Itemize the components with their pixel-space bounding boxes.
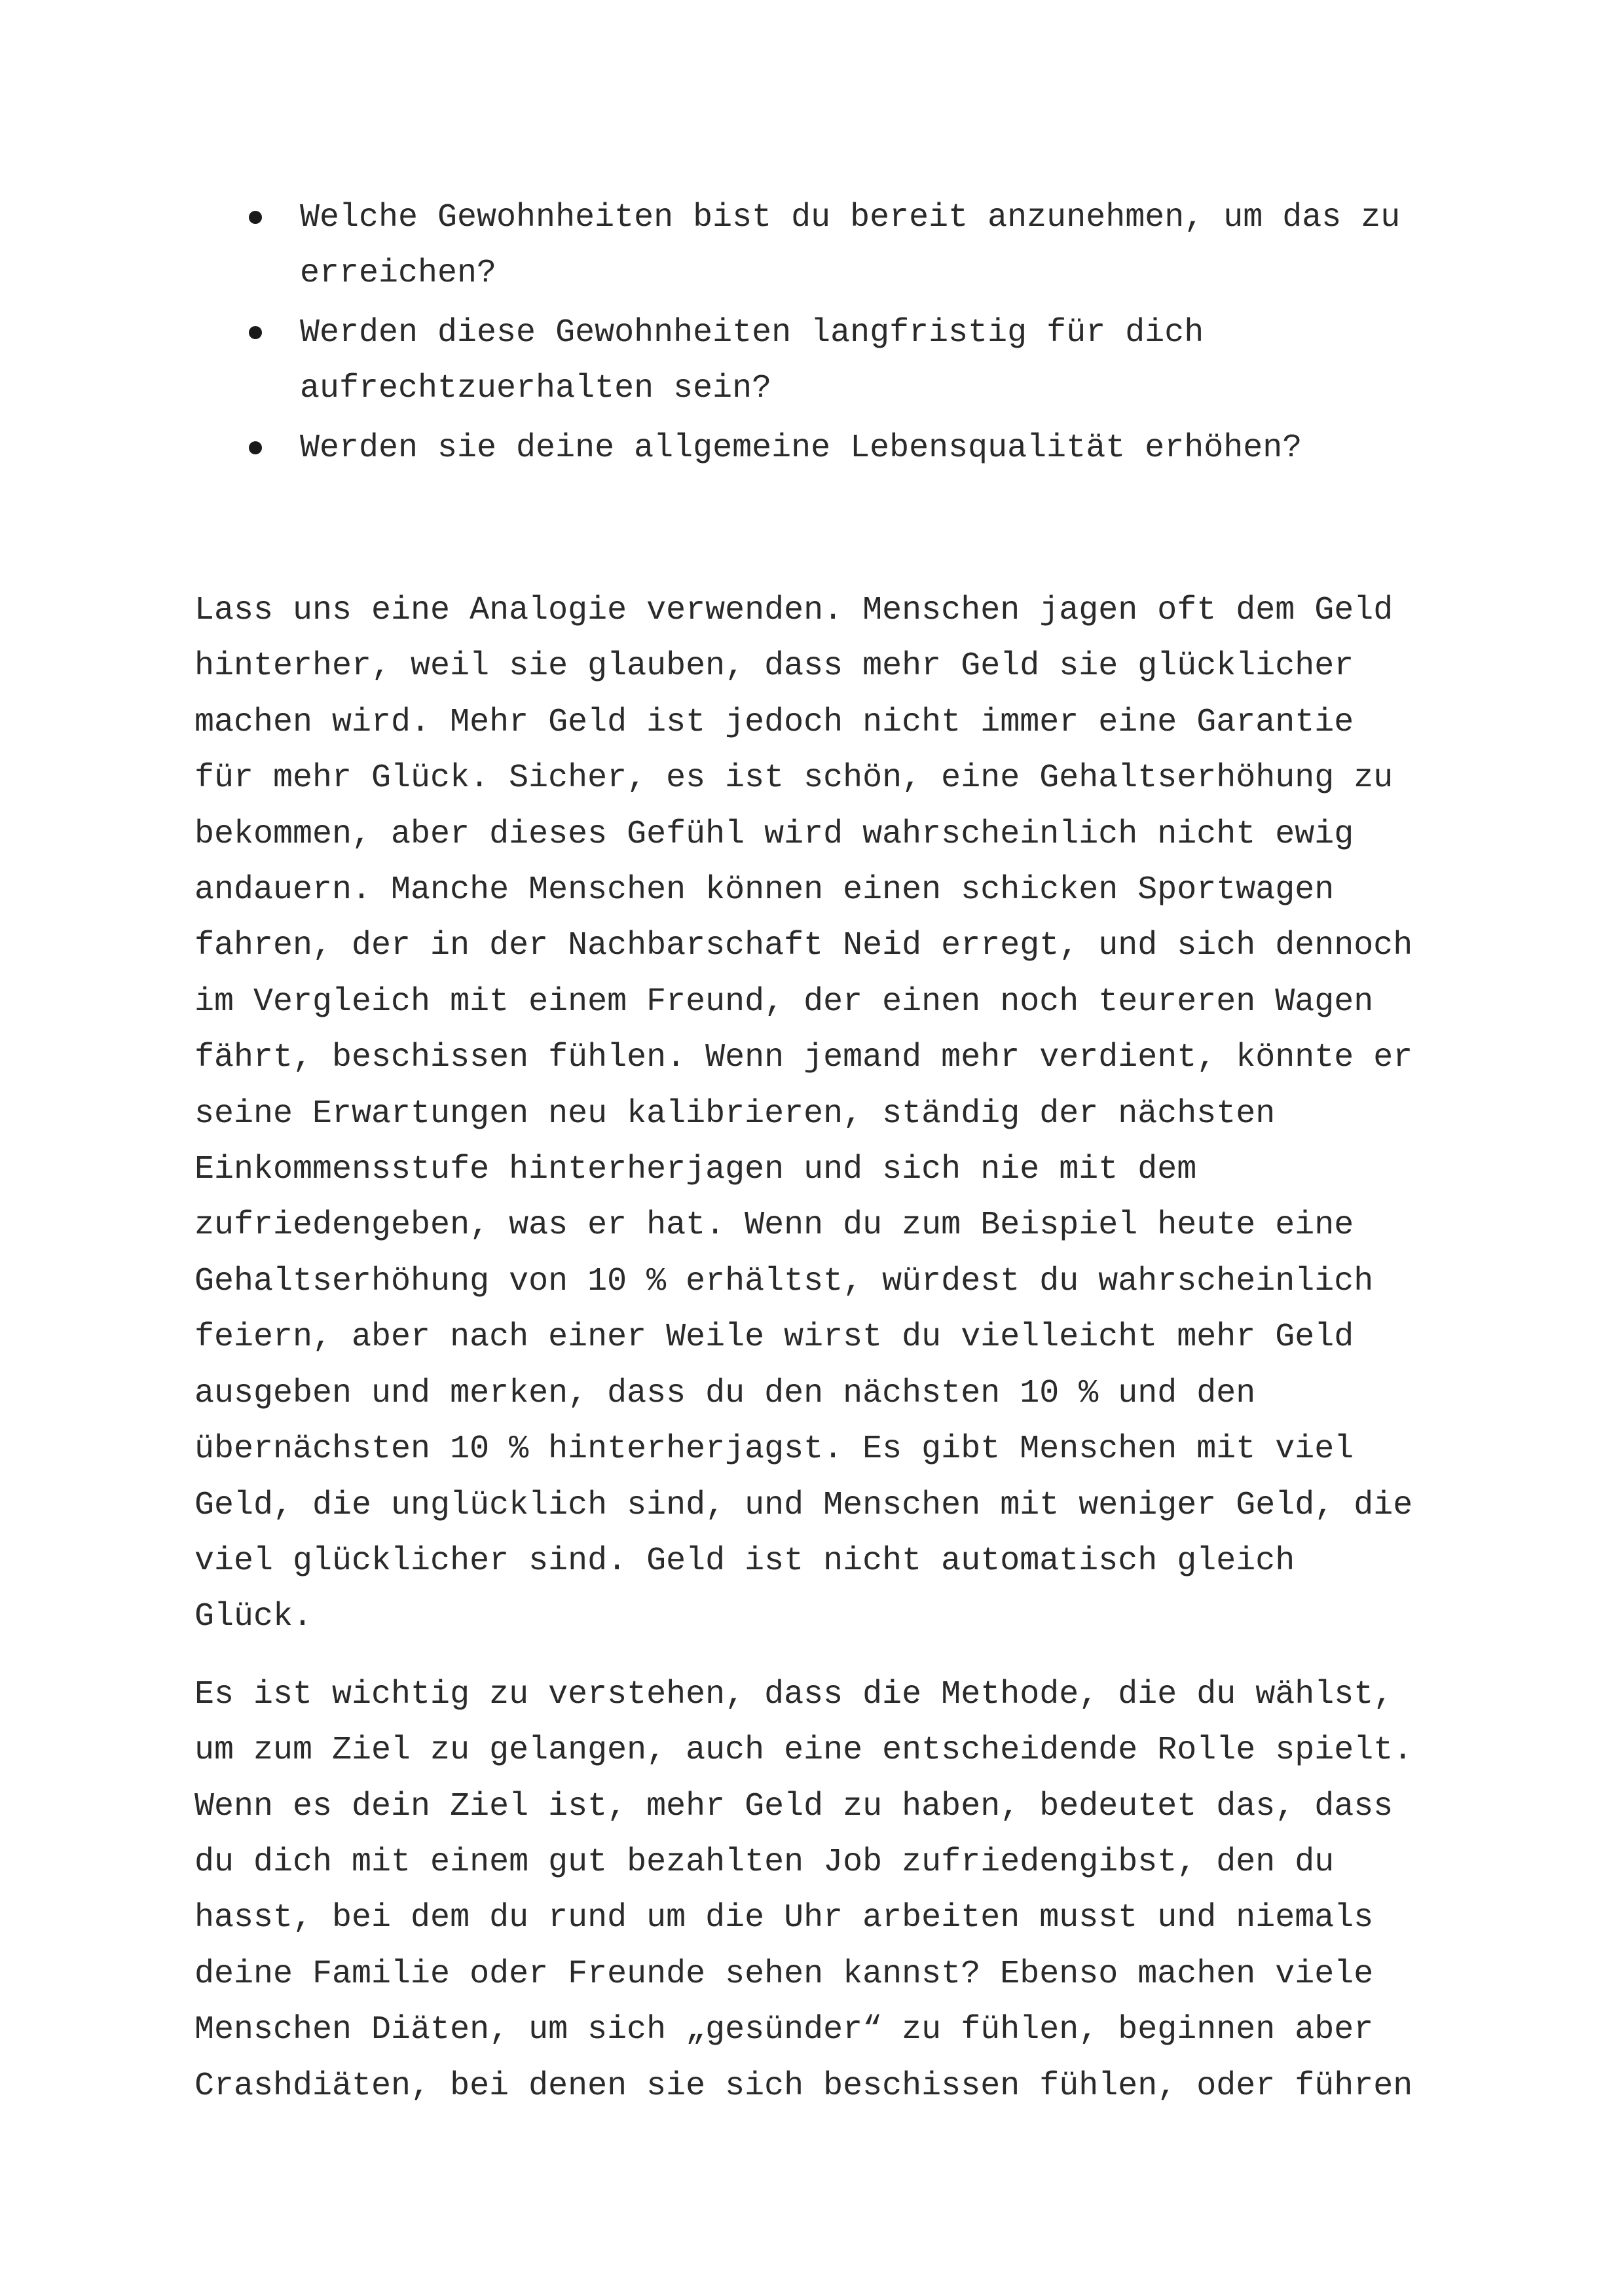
list-item	[249, 420, 1493, 476]
text-line: ausgeben und merken, dass du den nächsten 10 % und den	[194, 1374, 1256, 1412]
bullet-icon	[249, 326, 262, 339]
paragraph-analogy	[194, 583, 1452, 1645]
text-line: für mehr Glück. Sicher, es ist schön, eine Gehaltserhöhung zu	[194, 759, 1393, 797]
list-item	[249, 190, 1493, 302]
body-text	[194, 583, 1452, 2136]
text-line: Wenn es dein Ziel ist, mehr Geld zu haben, bedeutet das, dass	[194, 1787, 1393, 1825]
bullet-icon	[249, 211, 262, 224]
text-line: hinterher, weil sie glauben, dass mehr Geld sie glücklicher	[194, 647, 1354, 685]
text-line: hasst, bei dem du rund um die Uhr arbeiten musst und niemals	[194, 1899, 1374, 1937]
question-list	[249, 190, 1493, 479]
text-line: Es ist wichtig zu verstehen, dass die Methode, die du wählst,	[194, 1675, 1393, 1713]
text-line: zufriedengeben, was er hat. Wenn du zum Beispiel heute eine	[194, 1207, 1354, 1245]
text-line: fahren, der in der Nachbarschaft Neid erregt, und sich dennoch	[194, 927, 1413, 965]
text-line: du dich mit einem gut bezahlten Job zufriedengibst, den du	[194, 1843, 1335, 1881]
text-line: machen wird. Mehr Geld ist jedoch nicht immer eine Garantie	[194, 703, 1354, 741]
text-line: Lass uns eine Analogie verwenden. Menschen jagen oft dem Geld	[194, 592, 1393, 629]
bullet-icon	[249, 441, 262, 454]
text-line: Werden sie deine allgemeine Lebensqualität erhöhen?	[300, 429, 1302, 467]
text-line: seine Erwartungen neu kalibrieren, ständig der nächsten	[194, 1095, 1276, 1133]
text-line: Gehaltserhöhung von 10 % erhältst, würdest du wahrscheinlich	[194, 1262, 1374, 1300]
text-line: übernächsten 10 % hinterherjagst. Es gibt Menschen mit viel	[194, 1430, 1354, 1468]
text-line: Welche Gewohnheiten bist du bereit anzunehmen, um das zu	[300, 199, 1401, 236]
text-line: um zum Ziel zu gelangen, auch eine entscheidende Rolle spielt.	[194, 1732, 1413, 1770]
text-line: andauern. Manche Menschen können einen schicken Sportwagen	[194, 871, 1335, 909]
list-item	[249, 305, 1493, 417]
text-line: aufrechtzuerhalten sein?	[300, 370, 772, 408]
paragraph-method	[194, 1667, 1452, 2114]
text-line: Geld, die unglücklich sind, und Menschen mit weniger Geld, die	[194, 1486, 1413, 1524]
text-line: deine Familie oder Freunde sehen kannst? Ebenso machen viele	[194, 1955, 1374, 1993]
text-line: viel glücklicher sind. Geld ist nicht automatisch gleich	[194, 1542, 1295, 1580]
text-line: Werden diese Gewohnheiten langfristig für dich	[300, 314, 1204, 352]
text-line: bekommen, aber dieses Gefühl wird wahrscheinlich nicht ewig	[194, 815, 1354, 853]
text-line: erreichen?	[300, 255, 497, 293]
text-line: feiern, aber nach einer Weile wirst du vielleicht mehr Geld	[194, 1319, 1354, 1357]
text-line: im Vergleich mit einem Freund, der einen noch teureren Wagen	[194, 983, 1374, 1021]
text-line: Crashdiäten, bei denen sie sich beschissen fühlen, oder führen	[194, 2067, 1413, 2105]
text-line: fährt, beschissen fühlen. Wenn jemand mehr verdient, könnte er	[194, 1039, 1413, 1077]
text-line: Glück.	[194, 1598, 313, 1636]
text-line: Einkommensstufe hinterherjagen und sich nie mit dem	[194, 1151, 1197, 1189]
text-line: Menschen Diäten, um sich „gesünder“ zu fühlen, beginnen aber	[194, 2011, 1374, 2049]
